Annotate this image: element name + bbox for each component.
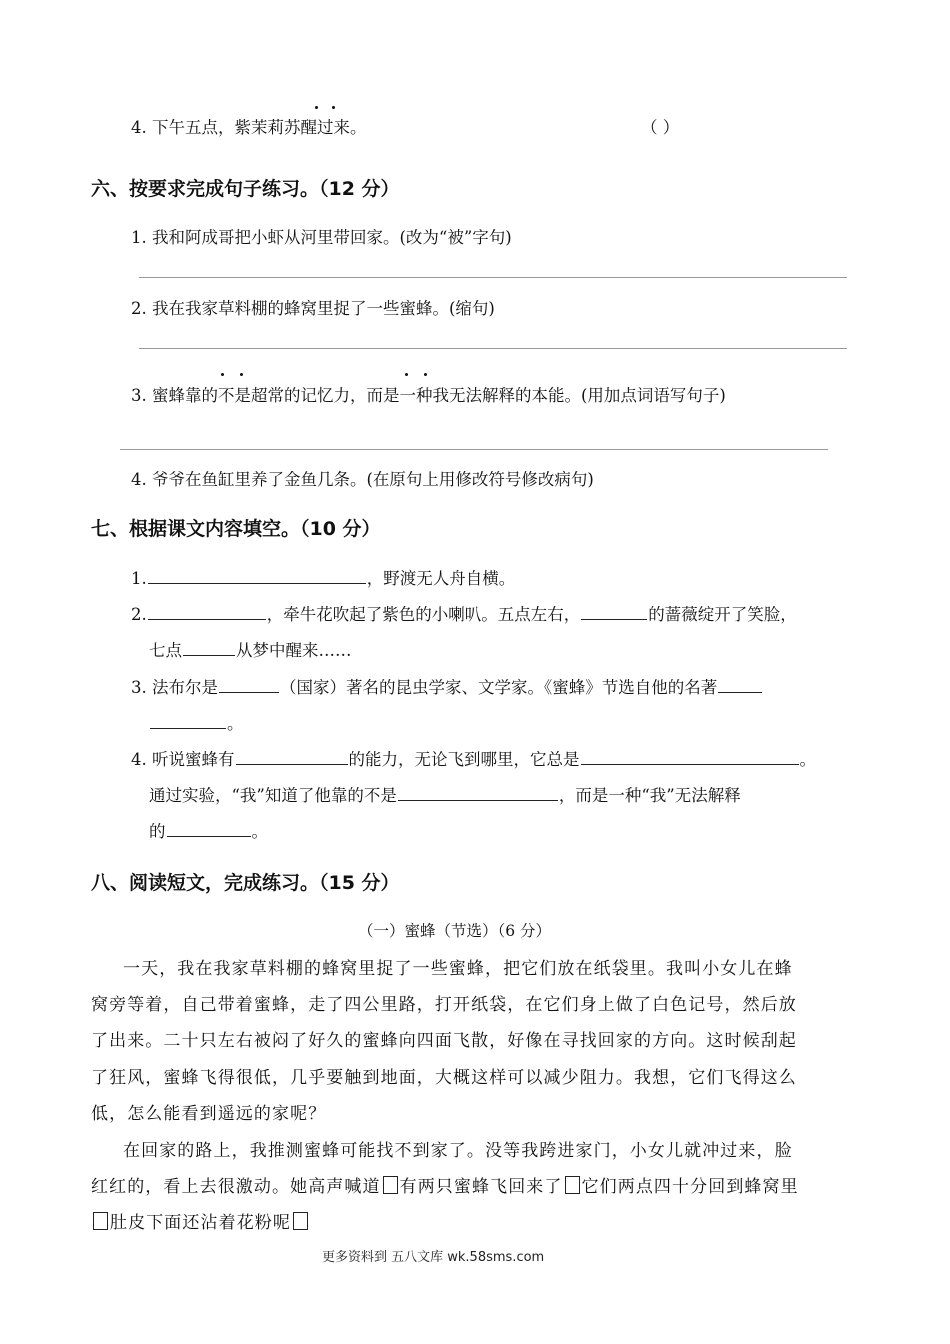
s7-q4-text-g: 。: [251, 822, 268, 841]
fill-blank[interactable]: [150, 727, 226, 729]
s7-q3-text-b: （国家）著名的昆虫学家、文学家。《蜜蜂》节选自他的名著: [280, 678, 718, 697]
fill-blank[interactable]: [219, 691, 279, 693]
section-8-heading: 八、阅读短文，完成练习。（15 分）: [91, 872, 400, 894]
fill-blank[interactable]: [581, 618, 647, 620]
emphasis-dot: [405, 373, 408, 376]
s7-q2-text-c: 七点: [149, 641, 182, 660]
s6-q1-answer-line[interactable]: [139, 277, 847, 278]
s5-q4: 4. 下午五点，紫茉莉苏醒过来。: [131, 118, 367, 137]
section-7-heading: 七、根据课文内容填空。（10 分）: [91, 518, 381, 540]
s7-q4-text-d: 通过实验，“我”知道了他靠的不是: [149, 786, 397, 805]
punctuation-box[interactable]: [93, 1212, 108, 1230]
s7-q1: [131, 565, 515, 589]
passage-line: [91, 1208, 310, 1233]
s7-q3-line2: [149, 710, 244, 734]
s7-q4-text-e: ，而是一种“我”无法解释: [558, 786, 741, 805]
passage-line: 了出来。二十只左右被闷了好久的蜜蜂向四面飞散，好像在寻找回家的方向。这时候刮起: [91, 1031, 797, 1051]
punctuation-box[interactable]: [565, 1176, 580, 1194]
s7-q1-number: 1.: [131, 569, 147, 588]
passage-line: 窝旁等着，自己带着蜜蜂，走了四公里路，打开纸袋，在它们身上做了白色记号，然后放: [91, 995, 797, 1015]
emphasis-dot: [240, 373, 243, 376]
s7-q1-text: ，野渡无人舟自横。: [366, 569, 516, 588]
fill-blank[interactable]: [148, 618, 266, 620]
emphasis-dot: [221, 373, 224, 376]
s7-q2-text-b: 的蔷薇绽开了笑脸，: [648, 605, 797, 624]
s7-q4-text-c: 。: [799, 750, 816, 769]
s7-q4-text-b: 的能力，无论飞到哪里，它总是: [348, 750, 580, 769]
emphasis-dot: [315, 106, 318, 109]
s7-q4-line2: [149, 782, 741, 806]
punctuation-box[interactable]: [383, 1176, 398, 1194]
s7-q2-line2: [149, 637, 352, 661]
passage-line: [91, 1172, 799, 1197]
s7-q4-line3: [149, 818, 268, 842]
emphasis-dot: [424, 373, 427, 376]
footer-text: 更多资料到 五八文库 wk.58sms.com: [322, 1250, 545, 1265]
s7-q4-text-f: 的: [149, 822, 166, 841]
s6-q2-answer-line[interactable]: [139, 348, 847, 349]
fill-blank[interactable]: [236, 763, 348, 765]
passage-text: 肚皮下面还沾着花粉呢: [110, 1213, 291, 1233]
s5-q4-answer-box[interactable]: （ ）: [641, 118, 680, 137]
fill-blank[interactable]: [183, 654, 235, 656]
s6-q2: 2. 我在我家草料棚的蜂窝里捉了一些蜜蜂。(缩句): [131, 299, 495, 318]
passage-line: 在回家的路上，我推测蜜蜂可能找不到家了。没等我跨进家门，小女儿就冲过来，脸: [123, 1141, 793, 1161]
s6-q1: 1. 我和阿成哥把小虾从河里带回家。(改为“被”字句): [131, 228, 512, 247]
fill-blank[interactable]: [148, 582, 366, 584]
fill-blank[interactable]: [167, 835, 251, 837]
s6-q4: 4. 爷爷在鱼缸里养了金鱼几条。(在原句上用修改符号修改病句): [131, 470, 594, 489]
fill-blank[interactable]: [718, 691, 762, 693]
s7-q3-line1: [131, 674, 763, 698]
s6-q3-answer-line[interactable]: [120, 449, 828, 450]
section-6-heading: 六、按要求完成句子练习。（12 分）: [91, 178, 400, 200]
emphasis-dot: [332, 106, 335, 109]
fill-blank[interactable]: [581, 763, 799, 765]
s7-q2-text-a: ，牵牛花吹起了紫色的小喇叭。五点左右，: [266, 605, 581, 624]
s7-q3-text-c: 。: [227, 714, 244, 733]
passage-line: 低，怎么能看到遥远的家呢？: [91, 1104, 327, 1124]
s7-q4-line1: [131, 746, 816, 770]
s7-q2-number: 2.: [131, 605, 147, 624]
s7-q2-text-d: 从梦中醒来……: [236, 641, 352, 660]
s6-q3: 3. 蜜蜂靠的不是超常的记忆力，而是一种我无法解释的本能。(用加点词语写句子): [131, 386, 726, 405]
punctuation-box[interactable]: [293, 1212, 308, 1230]
passage-text: 红红的，看上去很激动。她高声喊道: [91, 1177, 381, 1197]
passage-subtitle: （一）蜜蜂（节选）（6 分）: [358, 922, 552, 940]
passage-text: 它们两点四十分回到蜂窝里: [581, 1177, 799, 1197]
s7-q4-text-a: 4. 听说蜜蜂有: [131, 750, 235, 769]
s7-q2-line1: [131, 601, 797, 625]
passage-line: 一天，我在我家草料棚的蜂窝里捉了一些蜜蜂，把它们放在纸袋里。我叫小女儿在蜂: [123, 959, 793, 979]
passage-text: 有两只蜜蜂飞回来了: [399, 1177, 563, 1197]
s7-q3-text-a: 3. 法布尔是: [131, 678, 218, 697]
fill-blank[interactable]: [398, 799, 558, 801]
passage-line: 了狂风，蜜蜂飞得很低，几乎要触到地面，大概这样可以减少阻力。我想，它们飞得这么: [91, 1068, 797, 1088]
